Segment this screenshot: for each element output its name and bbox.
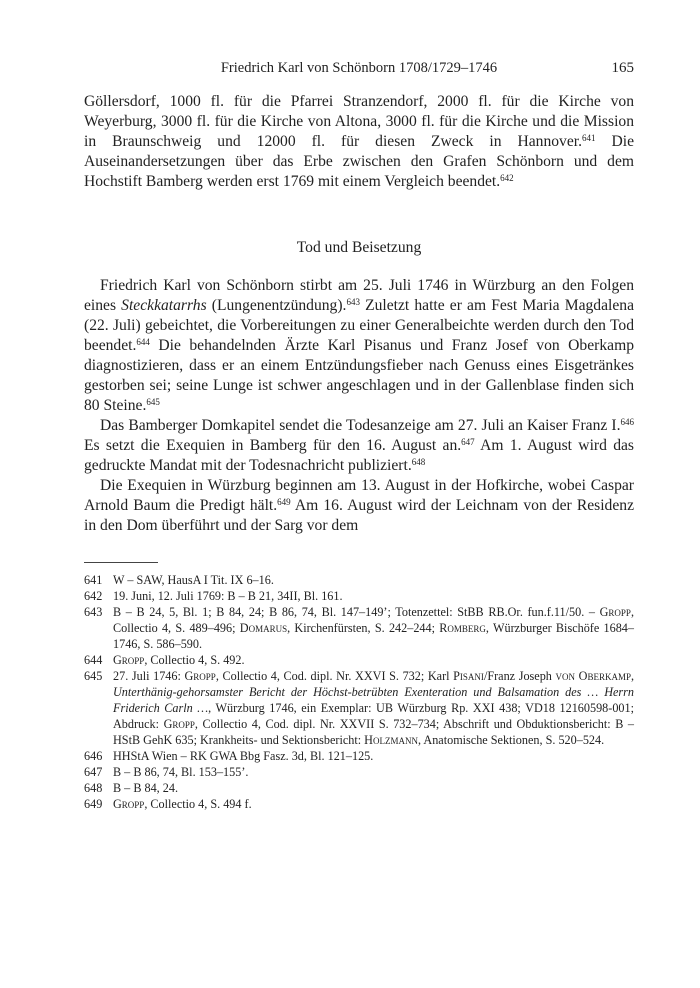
footnote-ref-647[interactable]: 647 [461, 437, 475, 447]
footnote-number: 648 [84, 781, 103, 795]
footnote-number: 642 [84, 589, 103, 603]
page-number: 165 [611, 60, 634, 76]
footnote-ref-648[interactable]: 648 [411, 457, 426, 467]
continued-paragraph: Göllersdorf, 1000 fl. für die Pfarrei Stranzendorf, 2000 fl. für die Kirche von Weyerburg, 3000 fl. für die Kirche von Altona, 3000 fl. für die Kirche und die Mission in Braunschweig und 12000 fl. für diesen Zweck in Hannover.$^{641}$ Die Auseinandersetzungen über das Erbe zwischen den Grafen Schönborn und dem Hochstift Bamberg werden erst 1769 mit einem Vergleich beendet.$^{642}$ [84, 93, 634, 190]
paragraph-death: Friedrich Karl von Schönborn stirbt am 25. Juli 1746 in Würzburg an den Folgen eines Steckkatarrhs (Lungenentzündung).$^{643}$ Zuletzt hatte er am Fest Maria Magdalena (22. Juli) gebeichtet, die Vorbereitungen zu einer Generalbeichte werden durch den Tod beendet.$^{644}$ Die behandelnden Ärzte Karl Pisanus und Franz Josef von Oberkamp diagnostizieren, dass er an einem Entzündungsfieber nach Genuss eines Eisgetränkes gestorben sei; seine Lunge ist schwer angeschlagen und in der Gallenblase finden sich 80 Steine.$^{645}$ [84, 277, 634, 414]
footnotes [84, 572, 634, 812]
footnote-ref-646[interactable]: 646 [620, 417, 634, 427]
running-header [84, 60, 634, 82]
footnote-number: 646 [84, 749, 103, 763]
footnote-644: 644 Gropp, Collectio 4, S. 492. [84, 653, 245, 667]
footnote-number: 644 [84, 653, 103, 667]
paragraph-exequies: Die Exequien in Würzburg beginnen am 13. August in der Hofkirche, wobei Caspar Arnold Baum die Predigt hält.$^{649}$ Am 16. August wird der Leichnam von der Residenz in den Dom überführt und der Sarg vor dem [84, 477, 634, 534]
footnote-649: 649 Gropp, Collectio 4, S. 494 f. [84, 797, 252, 811]
footnote-number: 641 [84, 573, 103, 587]
footnote-ref-644[interactable]: 644 [136, 337, 150, 347]
footnote-ref-643[interactable]: 643 [346, 297, 360, 307]
footnote-642: 642 19. Juni, 12. Juli 1769: B – B 21, 34II, Bl. 161. [84, 589, 343, 603]
paragraph-announcement: Das Bamberger Domkapitel sendet die Todesanzeige am 27. Juli an Kaiser Franz I.$^{646}$ Es setzt die Exequien in Bamberg für den 16. August an.$^{647}$ Am 1. August wird das gedruckte Mandat mit der Todesnachricht publiziert.$^{648}$ [84, 417, 634, 474]
footnote-number: 647 [84, 765, 103, 779]
footnote-number: 649 [84, 797, 103, 811]
footnote-number: 643 [84, 605, 103, 619]
footnote-648: 648 B – B 84, 24. [84, 781, 179, 795]
footnote-646: 646 HHStA Wien – RK GWA Bbg Fasz. 3d, Bl. 121–125. [84, 749, 374, 763]
footnote-number: 645 [84, 669, 103, 683]
footnote-647: 647 B – B 86, 74, Bl. 153–155’. [84, 765, 249, 779]
footnote-643: 643 B – B 24, 5, Bl. 1; B 84, 24; B 86, 74, Bl. 147–149’; Totenzettel: StBB RB.Or. fun.f.11/50. – Gropp, Collectio 4, S. 489–496; Domarus, Kirchenfürsten, S. 242–244; Romberg, Würzburger Bischöfe 1684–1746, S. 586–590. [84, 605, 634, 651]
footnote-ref-649[interactable]: 649 [277, 497, 291, 507]
main-text-block [84, 276, 634, 536]
footnote-645: 645 27. Juli 1746: Gropp, Collectio 4, Cod. dipl. Nr. XXVI S. 732; Karl Pisani/Franz Joseph von Oberkamp, Unterthänig-gehorsamster Bericht der Höchst-betrübten Exenteration und Balsamation des … Herrn Friderich Carln …, Würzburg 1746, ein Exemplar: UB Würzburg Rp. XXI 438; VD18 12160598-001; Abdruck: Gropp, Collectio 4, Cod. dipl. Nr. XXVII S. 732–734; Abschrift und Obduktionsbericht: B – HStB GehK 635; Krankheits- und Sektionsbericht: Holzmann, Anatomische Sektionen, S. 520–524. [84, 669, 635, 747]
footnote-ref-642[interactable]: 642 [500, 173, 514, 183]
running-title: Friedrich Karl von Schönborn 1708/1729–1746 [220, 60, 498, 76]
section-heading: Tod und Beisetzung [296, 239, 422, 256]
footnote-ref-641[interactable]: 641 [582, 133, 596, 143]
intro-text-block [84, 92, 634, 192]
footnote-separator [84, 562, 158, 563]
footnote-641: 641 W – SAW, HausA I Tit. IX 6–16. [84, 573, 274, 587]
footnote-ref-645[interactable]: 645 [146, 397, 160, 407]
